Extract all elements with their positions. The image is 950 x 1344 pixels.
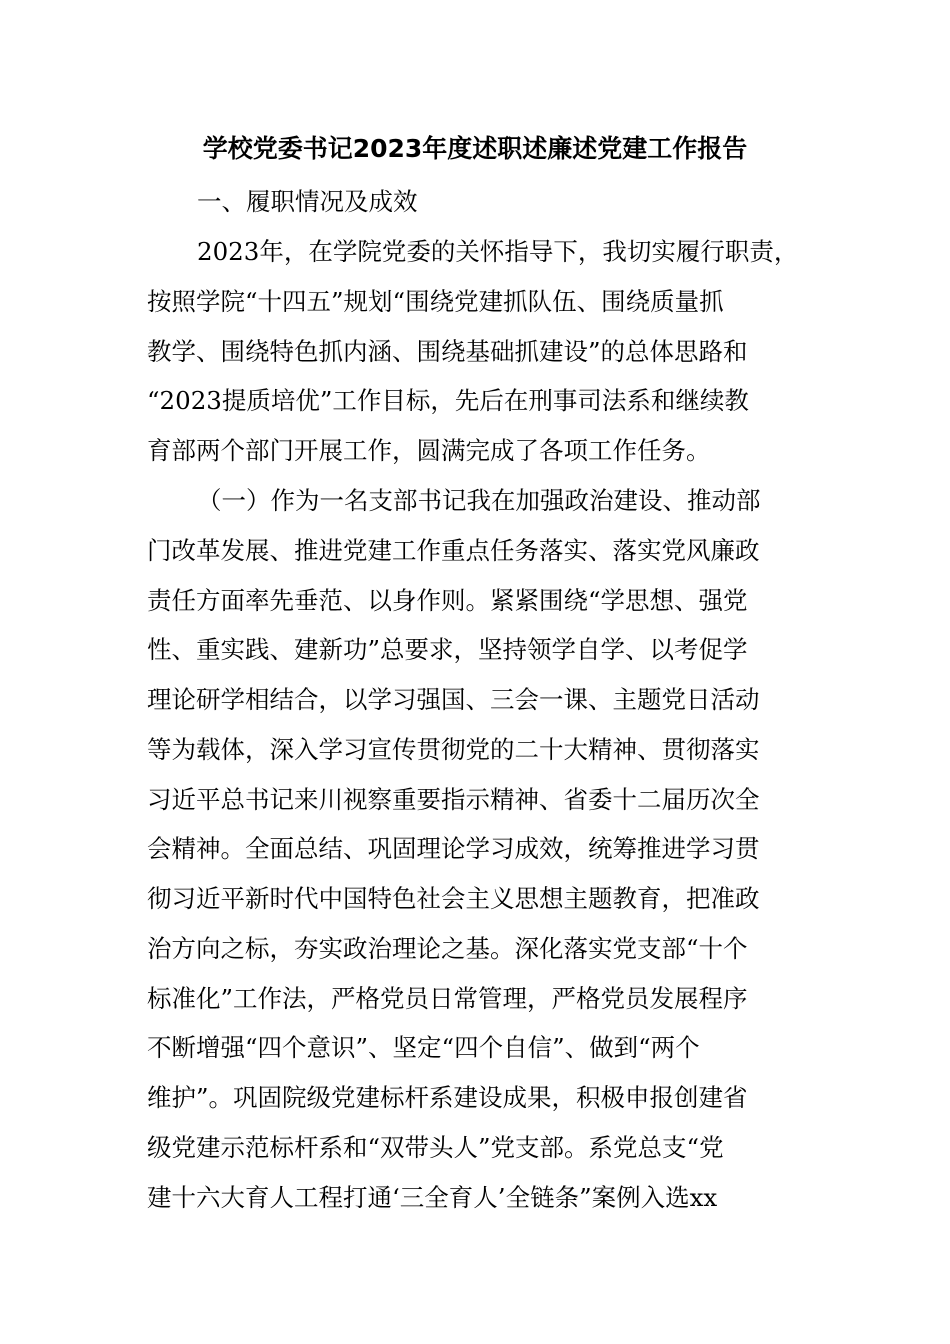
paragraph-line: 理论研学相结合，以学习强国、三会一课、主题党日活动 <box>147 685 760 714</box>
paragraph-line: 等为载体，深入学习宣传贯彻党的二十大精神、贯彻落实 <box>147 735 760 764</box>
paragraph-line: 治方向之标，夯实政治理论之基。深化落实党支部“十个 <box>147 934 748 963</box>
paragraph-line: 门改革发展、推进党建工作重点任务落实、落实党风廉政 <box>147 536 760 565</box>
paragraph-line: 教学、围绕特色抓内涵、围绕基础抓建设”的总体思路和 <box>147 337 748 366</box>
paragraph-line: 建十六大育人工程打通‘三全育人’全链条”案例入选xx <box>147 1183 718 1212</box>
paragraph-line: 维护”。巩固院级党建标杆系建设成果，积极申报创建省 <box>147 1083 748 1112</box>
paragraph-line: 会精神。全面总结、巩固理论学习成效，统筹推进学习贯 <box>147 834 760 863</box>
paragraph-line: （一）作为一名支部书记我在加强政治建设、推动部 <box>197 486 761 515</box>
paragraph-line: “2023提质培优”工作目标，先后在刑事司法系和继续教 <box>147 386 749 415</box>
paragraph-line: 性、重实践、建新功”总要求，坚持领学自学、以考促学 <box>147 635 748 664</box>
paragraph-line: 不断增强“四个意识”、坚定“四个自信”、做到“两个 <box>147 1033 700 1062</box>
section-heading: 一、履职情况及成效 <box>197 187 418 216</box>
paragraph-line: 责任方面率先垂范、以身作则。紧紧围绕“学思想、强党 <box>147 586 748 615</box>
paragraph-line: 按照学院“十四五”规划“围绕党建抓队伍、围绕质量抓 <box>147 287 724 316</box>
paragraph-line: 2023年，在学院党委的关怀指导下，我切实履行职责， <box>197 237 799 266</box>
paragraph-line: 级党建示范标杆系和“双带头人”党支部。系党总支“党 <box>147 1133 724 1162</box>
document-title: 学校党委书记2023年度述职述廉述党建工作报告 <box>202 134 748 163</box>
paragraph-line: 标准化”工作法，严格党员日常管理，严格党员发展程序 <box>147 984 748 1013</box>
paragraph-line: 育部两个部门开展工作，圆满完成了各项工作任务。 <box>147 436 711 465</box>
paragraph-line: 彻习近平新时代中国特色社会主义思想主题教育，把准政 <box>147 884 760 913</box>
paragraph-line: 习近平总书记来川视察重要指示精神、省委十二届历次全 <box>147 785 760 814</box>
